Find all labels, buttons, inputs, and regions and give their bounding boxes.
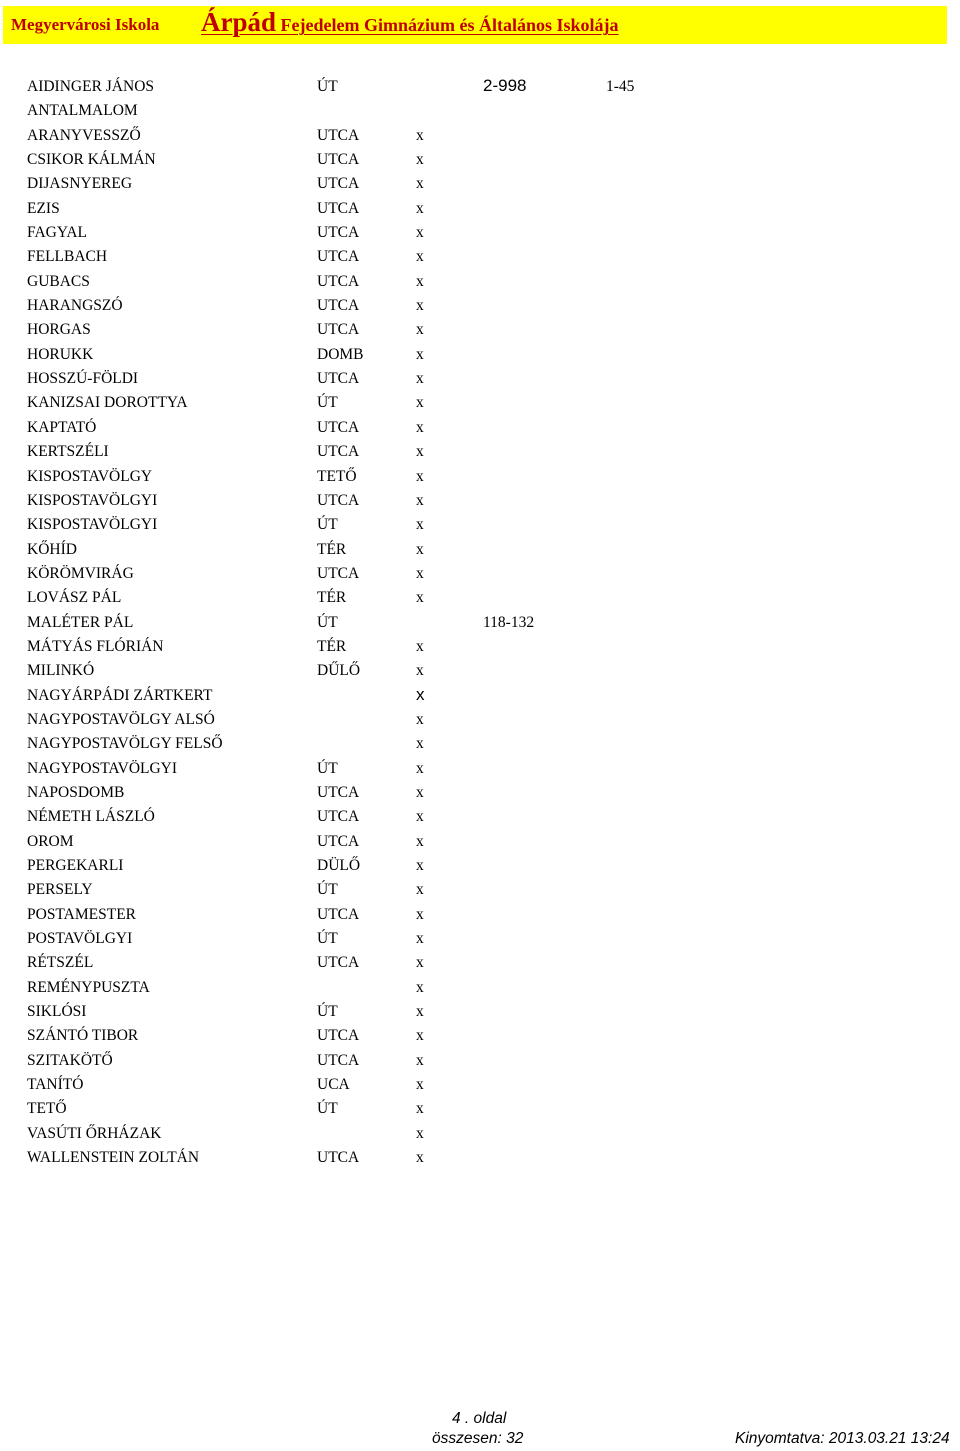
whole-street-mark: x	[416, 637, 424, 655]
street-name: KAPTATÓ	[27, 418, 97, 436]
whole-street-mark: x	[416, 564, 424, 582]
street-name: SIKLÓSI	[27, 1003, 87, 1021]
whole-street-mark: x	[416, 783, 424, 801]
street-type: TÉR	[317, 540, 347, 558]
table-row	[0, 563, 960, 587]
street-type: UTCA	[317, 224, 360, 242]
document-title	[201, 7, 619, 38]
table-row	[0, 1001, 960, 1025]
page-number: 4 . oldal	[452, 1410, 507, 1427]
street-name: KÖRÖMVIRÁG	[27, 564, 134, 582]
whole-street-mark: x	[416, 684, 425, 704]
table-row	[0, 612, 960, 636]
street-name: PERGEKARLI	[27, 857, 124, 874]
table-row	[0, 319, 960, 343]
whole-street-mark: x	[416, 370, 424, 388]
whole-street-mark: x	[416, 443, 424, 461]
street-type: UTCA	[317, 175, 360, 193]
street-name: NAGYPOSTAVÖLGYI	[27, 759, 178, 777]
street-name: HARANGSZÓ	[27, 297, 123, 315]
whole-street-mark: x	[416, 540, 424, 558]
table-row	[0, 782, 960, 806]
total-count: összesen: 32	[432, 1430, 524, 1447]
whole-street-mark: x	[416, 491, 424, 509]
street-name: PERSELY	[27, 881, 93, 899]
table-row	[0, 1025, 960, 1049]
whole-street-mark: x	[416, 881, 424, 899]
table-row	[0, 977, 960, 1001]
whole-street-mark: x	[416, 832, 424, 850]
street-name: NÉMETH LÁSZLÓ	[27, 808, 155, 826]
table-row	[0, 368, 960, 392]
table-row	[0, 1074, 960, 1098]
table-row	[0, 758, 960, 782]
street-type: UTCA	[317, 443, 360, 461]
whole-street-mark: x	[416, 589, 424, 607]
street-name: NAGYÁRPÁDI ZÁRTKERT	[27, 686, 213, 704]
street-type: ÚT	[317, 759, 338, 777]
table-row	[0, 295, 960, 319]
street-name: KŐHÍD	[27, 540, 77, 558]
street-name: SZITAKÖTŐ	[27, 1051, 113, 1069]
whole-street-mark: x	[416, 272, 424, 290]
whole-street-mark: x	[416, 759, 424, 777]
table-row	[0, 198, 960, 222]
street-type: ÚT	[317, 881, 338, 899]
table-row	[0, 149, 960, 173]
street-type: UTCA	[317, 151, 360, 169]
street-name: LOVÁSZ PÁL	[27, 589, 122, 607]
table-row	[0, 904, 960, 928]
whole-street-mark: x	[416, 394, 424, 412]
table-row	[0, 709, 960, 733]
whole-street-mark: x	[416, 978, 424, 996]
whole-street-mark: x	[416, 662, 424, 680]
page-header	[3, 6, 947, 44]
table-row	[0, 1147, 960, 1171]
whole-street-mark: x	[416, 516, 424, 534]
street-type: UTCA	[317, 832, 360, 850]
table-row	[0, 490, 960, 514]
street-name: POSTAVÖLGYI	[27, 930, 133, 948]
street-name: DIJASNYEREG	[27, 175, 133, 193]
whole-street-mark: x	[416, 930, 424, 948]
street-type: ÚT	[317, 394, 338, 412]
table-row	[0, 392, 960, 416]
document-title-main: Árpád	[201, 7, 277, 37]
street-type: TÉR	[317, 637, 347, 655]
table-row	[0, 636, 960, 660]
whole-street-mark: x	[416, 151, 424, 169]
school-name: Megyervárosi Iskola	[11, 15, 160, 34]
street-name: MALÉTER PÁL	[27, 613, 134, 631]
street-name: MÁTYÁS FLÓRIÁN	[27, 637, 164, 655]
whole-street-mark: x	[416, 954, 424, 972]
whole-street-mark: x	[416, 1027, 424, 1045]
street-type: UTCA	[317, 1051, 360, 1069]
table-row	[0, 344, 960, 368]
street-type: DŰLŐ	[317, 662, 361, 680]
street-name: TETŐ	[27, 1100, 67, 1118]
street-name: FAGYAL	[27, 224, 87, 242]
whole-street-mark: x	[416, 1149, 424, 1167]
table-row	[0, 1098, 960, 1122]
street-name: CSIKOR KÁLMÁN	[27, 151, 156, 169]
whole-street-mark: x	[416, 1051, 424, 1069]
whole-street-mark: x	[416, 224, 424, 242]
street-type: ÚT	[317, 78, 338, 95]
table-row	[0, 587, 960, 611]
street-name: AIDINGER JÁNOS	[27, 78, 155, 95]
street-type: DÜLŐ	[317, 857, 361, 874]
street-name: ARANYVESSZŐ	[27, 126, 141, 144]
whole-street-mark: x	[416, 1124, 424, 1142]
street-type: UTCA	[317, 491, 360, 509]
street-name: POSTAMESTER	[27, 905, 136, 923]
street-name: KISPOSTAVÖLGYI	[27, 516, 158, 534]
table-row	[0, 100, 960, 124]
street-type: UTCA	[317, 783, 360, 801]
whole-street-mark: x	[416, 905, 424, 923]
street-name: NAGYPOSTAVÖLGY FELSŐ	[27, 735, 223, 753]
street-name: OROM	[27, 832, 74, 850]
street-type: UTCA	[317, 370, 360, 388]
whole-street-mark: x	[416, 808, 424, 826]
table-row	[0, 271, 960, 295]
table-row	[0, 417, 960, 441]
table-row	[0, 1050, 960, 1074]
street-type: UTCA	[317, 126, 360, 144]
street-type: UCA	[317, 1076, 350, 1094]
street-name: NAGYPOSTAVÖLGY ALSÓ	[27, 710, 215, 728]
whole-street-mark: x	[416, 345, 424, 363]
street-type: UTCA	[317, 1027, 360, 1045]
document-title-rest: Fejedelem Gimnázium és Általános Iskolája	[276, 15, 619, 35]
street-name: HORUKK	[27, 345, 94, 363]
whole-street-mark: x	[416, 126, 424, 144]
street-name: NAPOSDOMB	[27, 783, 125, 801]
table-row	[0, 1123, 960, 1147]
table-row	[0, 539, 960, 563]
whole-street-mark: x	[416, 1100, 424, 1118]
whole-street-mark: x	[416, 735, 424, 753]
table-row	[0, 76, 960, 100]
street-type: ÚT	[317, 613, 338, 631]
page-footer	[0, 1408, 960, 1451]
table-row	[0, 173, 960, 197]
table-row	[0, 222, 960, 246]
whole-street-mark: x	[416, 710, 424, 728]
street-name: MILINKÓ	[27, 662, 95, 680]
table-row	[0, 928, 960, 952]
street-name: TANÍTÓ	[27, 1076, 84, 1094]
table-row	[0, 879, 960, 903]
street-type: UTCA	[317, 248, 360, 266]
street-name: EZIS	[27, 199, 60, 217]
street-type: UTCA	[317, 1149, 360, 1167]
street-type: ÚT	[317, 930, 338, 948]
street-name: REMÉNYPUSZTA	[27, 978, 150, 996]
whole-street-mark: x	[416, 248, 424, 266]
whole-street-mark: x	[416, 297, 424, 315]
whole-street-mark: x	[416, 175, 424, 193]
street-name: HORGAS	[27, 321, 91, 339]
street-type: ÚT	[317, 1003, 338, 1021]
table-row	[0, 441, 960, 465]
street-type: UTCA	[317, 297, 360, 315]
whole-street-mark: x	[416, 321, 424, 339]
street-name: RÉTSZÉL	[27, 954, 94, 972]
street-type: TETŐ	[317, 467, 357, 485]
street-type: UTCA	[317, 808, 360, 826]
street-type: UTCA	[317, 905, 360, 923]
whole-street-mark: x	[416, 1076, 424, 1094]
table-row	[0, 466, 960, 490]
street-list	[0, 76, 960, 1171]
even-house-numbers: 118-132	[483, 613, 535, 631]
street-type: TÉR	[317, 589, 347, 607]
whole-street-mark: x	[416, 1003, 424, 1021]
street-type: ÚT	[317, 516, 338, 534]
whole-street-mark: x	[416, 199, 424, 217]
whole-street-mark: x	[416, 857, 424, 874]
street-type: UTCA	[317, 564, 360, 582]
table-row	[0, 125, 960, 149]
odd-house-numbers: 1-45	[606, 78, 635, 95]
street-type: UTCA	[317, 954, 360, 972]
table-row	[0, 806, 960, 830]
street-name: VASÚTI ŐRHÁZAK	[27, 1124, 162, 1142]
street-type: DOMB	[317, 345, 364, 363]
table-row	[0, 855, 960, 879]
even-house-numbers: 2-998	[483, 76, 527, 95]
street-name: KANIZSAI DOROTTYA	[27, 394, 188, 412]
street-name: KERTSZÉLI	[27, 443, 109, 461]
table-row	[0, 246, 960, 270]
street-type: UTCA	[317, 199, 360, 217]
table-row	[0, 952, 960, 976]
whole-street-mark: x	[416, 467, 424, 485]
table-row	[0, 831, 960, 855]
print-timestamp: Kinyomtatva: 2013.03.21 13:24	[735, 1430, 950, 1447]
table-row	[0, 685, 960, 709]
street-type: UTCA	[317, 321, 360, 339]
street-name: KISPOSTAVÖLGY	[27, 467, 153, 485]
street-name: ANTALMALOM	[27, 102, 138, 120]
table-row	[0, 660, 960, 684]
table-row	[0, 733, 960, 757]
street-name: WALLENSTEIN ZOLTÁN	[27, 1149, 200, 1167]
street-name: SZÁNTÓ TIBOR	[27, 1027, 139, 1045]
street-name: KISPOSTAVÖLGYI	[27, 491, 158, 509]
street-name: GUBACS	[27, 272, 90, 290]
street-type: UTCA	[317, 272, 360, 290]
street-name: HOSSZÚ-FÖLDI	[27, 370, 139, 388]
street-type: UTCA	[317, 418, 360, 436]
table-row	[0, 514, 960, 538]
whole-street-mark: x	[416, 418, 424, 436]
street-type: ÚT	[317, 1100, 338, 1118]
street-name: FELLBACH	[27, 248, 108, 266]
